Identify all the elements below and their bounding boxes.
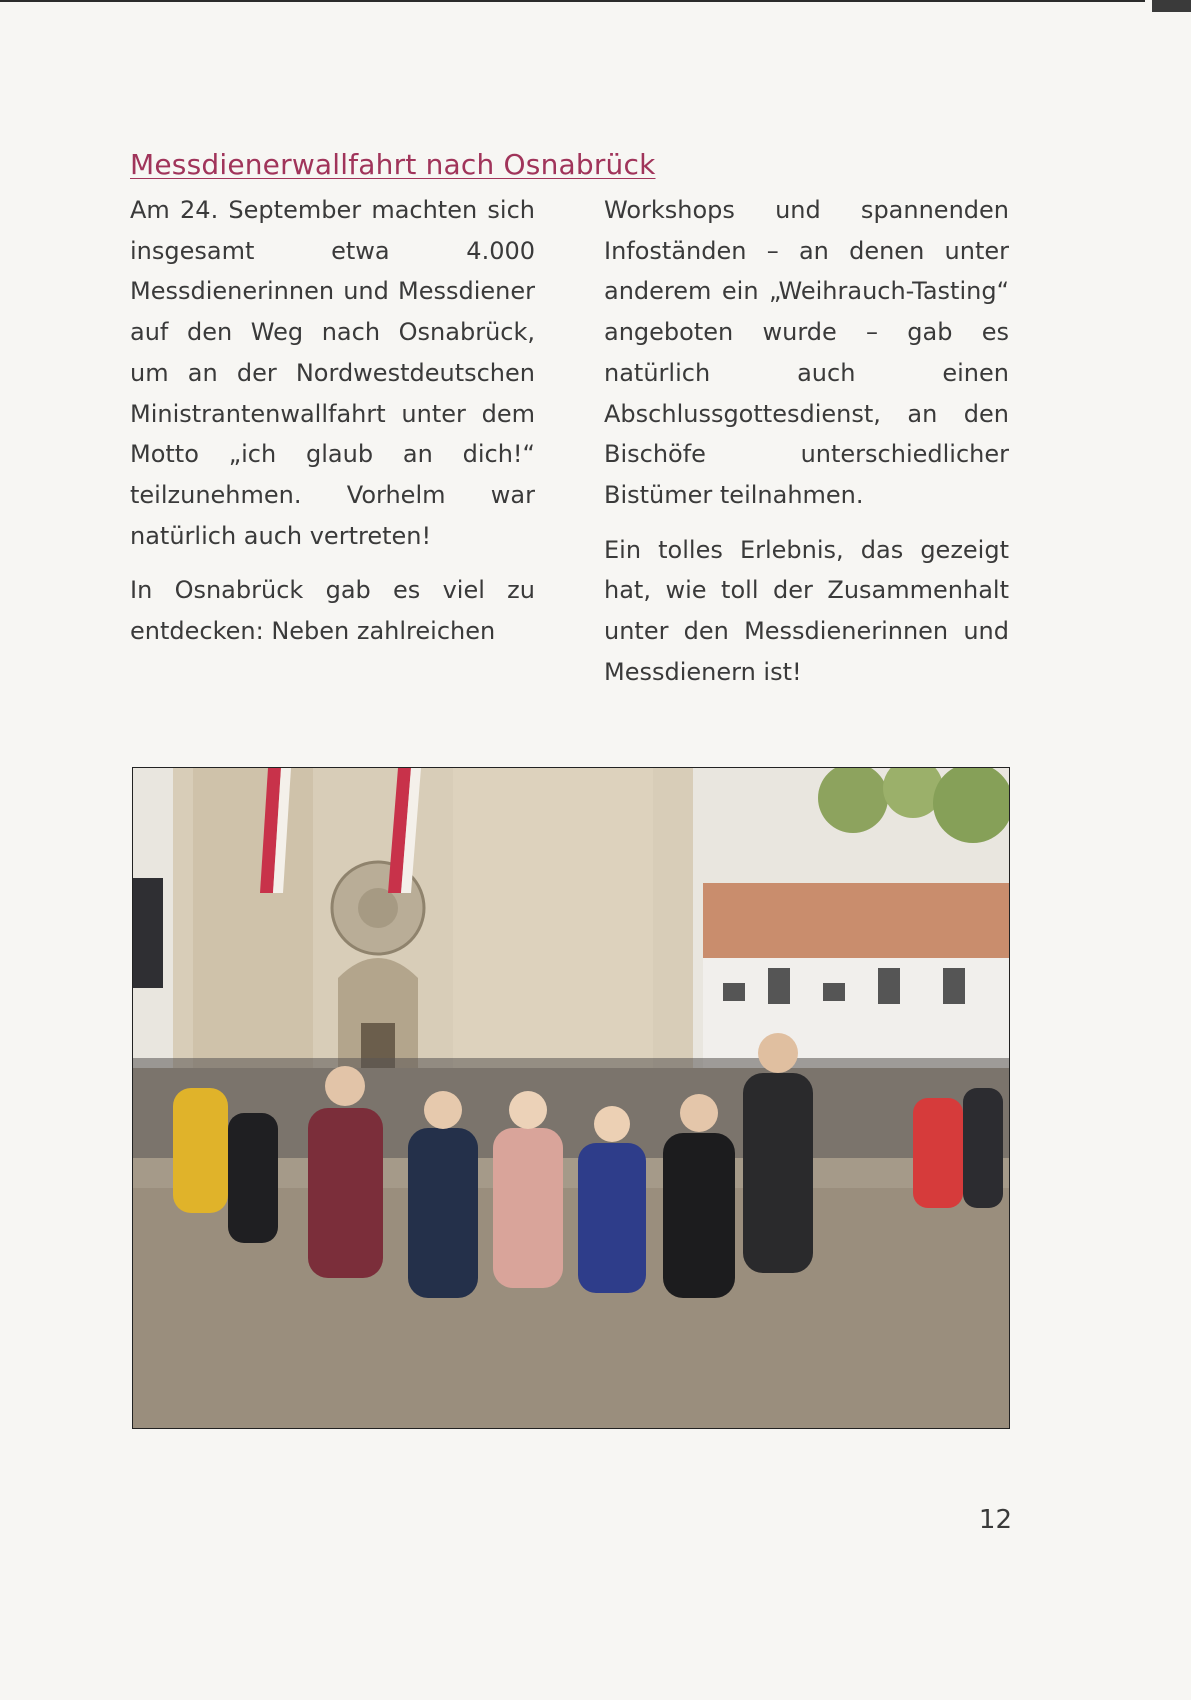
top-scan-edge: [0, 0, 1145, 2]
right-text-column: [604, 190, 1009, 706]
page-number: 12: [978, 1505, 1012, 1535]
top-corner-mark: [1152, 0, 1191, 12]
left-paragraph-1: Am 24. September machten sich insgesamt etwa 4.000 Messdienerinnen und Messdiener auf den Weg nach Osnabrück, um an der Nordwestdeutschen Ministrantenwallfahrt unter dem Motto „ich glaub an dich!“ teilzunehmen. Vorhelm war natürlich auch vertreten!: [130, 196, 535, 550]
left-text-column: [130, 190, 535, 666]
group-photo: [132, 767, 1010, 1429]
left-paragraph-2: In Osnabrück gab es viel zu entdecken: Neben zahlreichen: [130, 576, 535, 646]
right-paragraph-2: Ein tolles Erlebnis, das gezeigt hat, wie toll der Zusammenhalt unter den Messdienerinnen und Messdienern ist!: [604, 535, 1009, 686]
right-paragraph-1: Workshops und spannenden Infoständen – an denen unter anderem ein „Weihrauch-Tasting“ angeboten wurde – gab es natürlich auch einen Abschlussgottesdienst, an den Bischöfe unterschiedlicher Bistümer teilnahmen.: [604, 196, 1009, 509]
article-heading: Messdienerwallfahrt nach Osnabrück: [130, 148, 656, 181]
group-photo-icon: [133, 768, 1009, 1428]
